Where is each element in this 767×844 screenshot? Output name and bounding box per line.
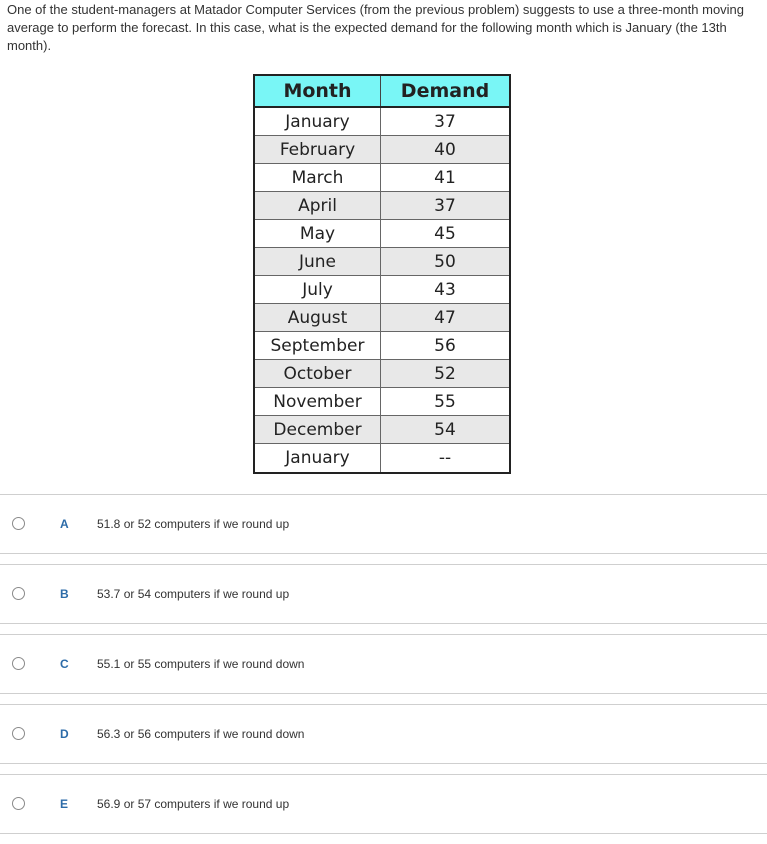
demand-cell: 37 <box>381 192 511 220</box>
demand-table <box>253 74 511 474</box>
option-text: 51.8 or 52 computers if we round up <box>97 517 290 531</box>
option-b[interactable] <box>0 564 767 624</box>
demand-cell: -- <box>381 444 511 474</box>
option-e[interactable] <box>0 774 767 834</box>
demand-cell: 43 <box>381 276 511 304</box>
demand-cell: 52 <box>381 360 511 388</box>
answer-options <box>0 494 767 844</box>
table-row <box>254 360 510 388</box>
demand-cell: 50 <box>381 248 511 276</box>
demand-cell: 41 <box>381 164 511 192</box>
month-cell: June <box>254 248 381 276</box>
option-letter: A <box>60 517 69 531</box>
demand-cell: 37 <box>381 107 511 136</box>
option-text: 53.7 or 54 computers if we round up <box>97 587 290 601</box>
radio-button[interactable] <box>12 727 25 740</box>
demand-cell: 40 <box>381 136 511 164</box>
month-cell: January <box>254 444 381 474</box>
option-letter: C <box>60 657 69 671</box>
table-row <box>254 107 510 136</box>
table-row <box>254 332 510 360</box>
radio-button[interactable] <box>12 517 25 530</box>
table-row <box>254 276 510 304</box>
demand-column-header: Demand <box>381 75 511 107</box>
table-row <box>254 444 510 474</box>
month-cell: January <box>254 107 381 136</box>
option-c[interactable] <box>0 634 767 694</box>
option-a[interactable] <box>0 494 767 554</box>
month-column-header: Month <box>254 75 381 107</box>
demand-cell: 56 <box>381 332 511 360</box>
month-cell: November <box>254 388 381 416</box>
month-cell: December <box>254 416 381 444</box>
demand-cell: 47 <box>381 304 511 332</box>
option-letter: B <box>60 587 69 601</box>
table-row <box>254 192 510 220</box>
demand-cell: 55 <box>381 388 511 416</box>
month-cell: March <box>254 164 381 192</box>
month-cell: February <box>254 136 381 164</box>
radio-button[interactable] <box>12 587 25 600</box>
option-text: 55.1 or 55 computers if we round down <box>97 657 305 671</box>
demand-cell: 54 <box>381 416 511 444</box>
radio-button[interactable] <box>12 657 25 670</box>
demand-cell: 45 <box>381 220 511 248</box>
month-cell: May <box>254 220 381 248</box>
question-text: One of the student-managers at Matador Computer Services (from the previous problem) suggests to use a three-month moving average to perform the forecast. In this case, what is the expected demand for the following month which is January (the 13th month). <box>7 2 745 53</box>
table-row <box>254 220 510 248</box>
option-d[interactable] <box>0 704 767 764</box>
table-row <box>254 164 510 192</box>
table-header-row <box>254 75 510 107</box>
month-cell: September <box>254 332 381 360</box>
option-text: 56.3 or 56 computers if we round down <box>97 727 305 741</box>
month-cell: October <box>254 360 381 388</box>
table-row <box>254 416 510 444</box>
month-cell: July <box>254 276 381 304</box>
radio-button[interactable] <box>12 797 25 810</box>
month-cell: April <box>254 192 381 220</box>
option-letter: E <box>60 797 69 811</box>
option-text: 56.9 or 57 computers if we round up <box>97 797 290 811</box>
table-row <box>254 136 510 164</box>
table-row <box>254 388 510 416</box>
table-row <box>254 248 510 276</box>
month-cell: August <box>254 304 381 332</box>
option-letter: D <box>60 727 69 741</box>
table-row <box>254 304 510 332</box>
